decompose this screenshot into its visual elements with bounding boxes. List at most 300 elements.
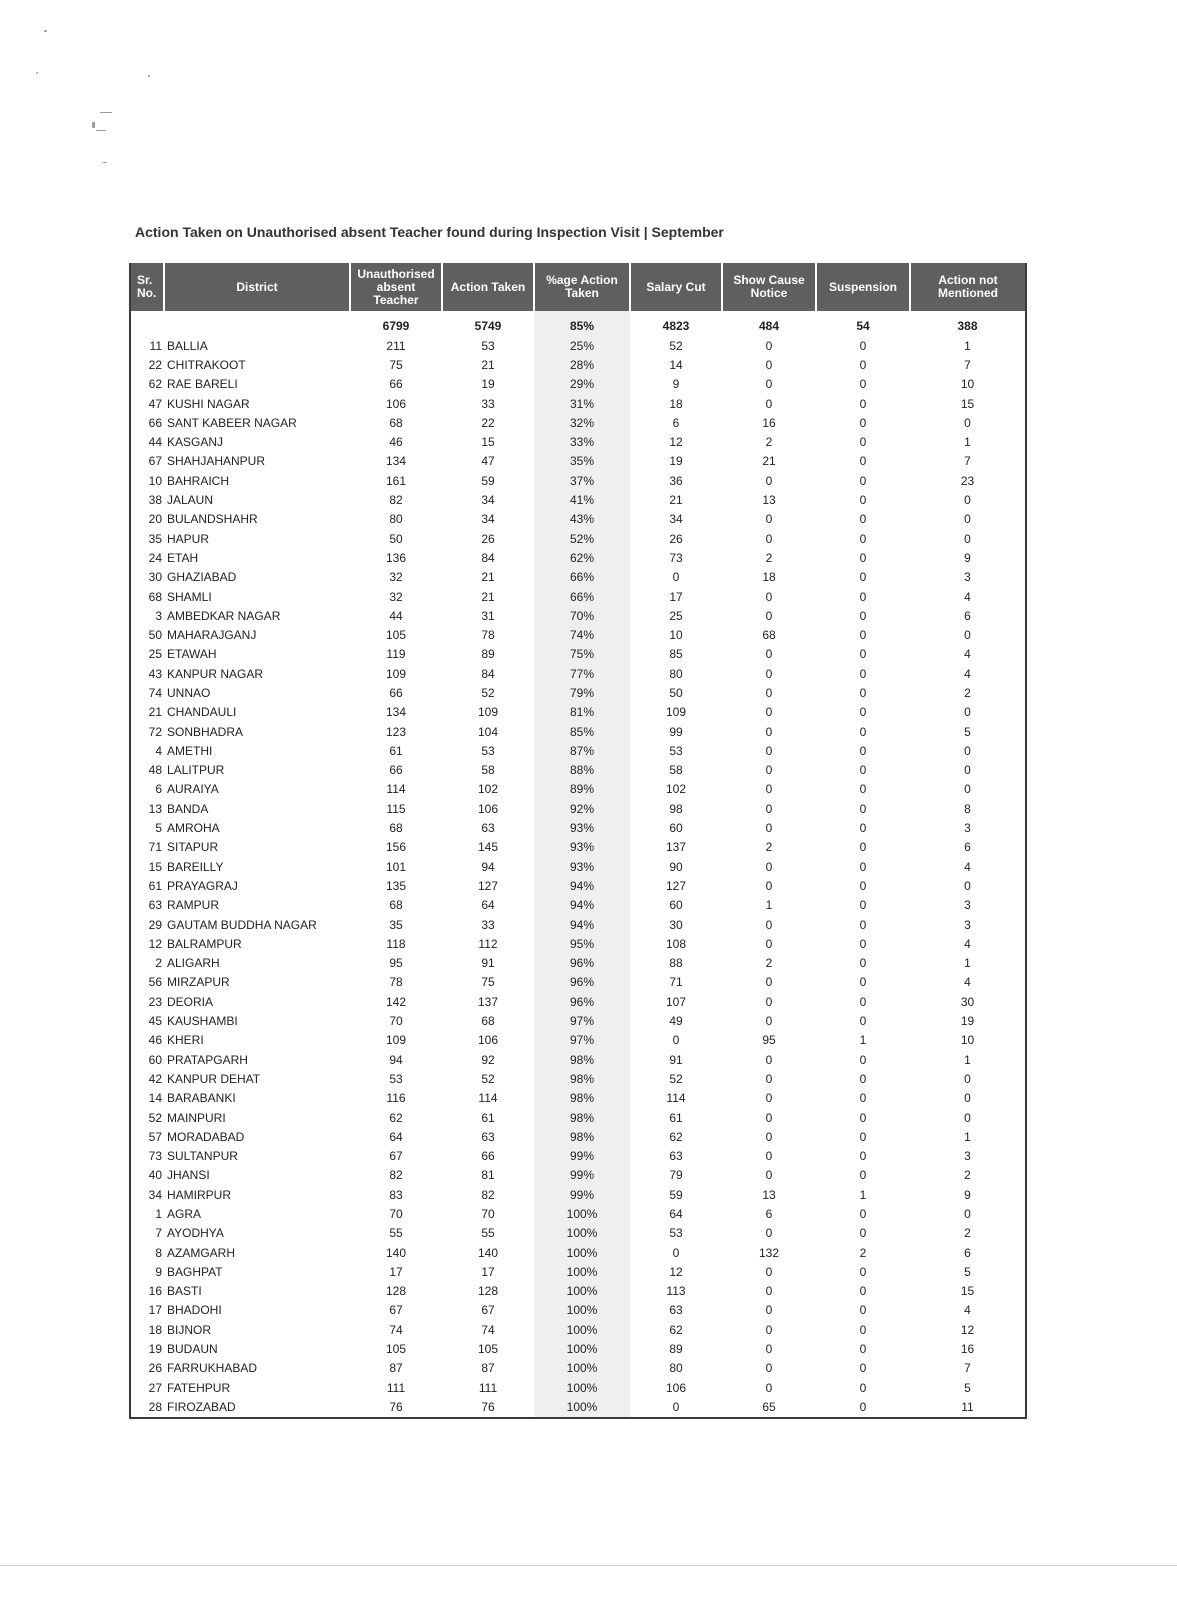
- cell-action-taken: 112: [478, 936, 498, 951]
- cell-district: SONBHADRA: [167, 724, 244, 739]
- total-unauthorised: 6799: [382, 318, 410, 333]
- cell-suspension: 0: [859, 1207, 867, 1221]
- cell-show-cause-notice: 95: [762, 1033, 776, 1048]
- cell-sr-no: 18: [148, 1322, 162, 1337]
- table-row: [130, 992, 1026, 1011]
- cell-unauthorised: 105: [385, 628, 407, 643]
- cell-sr-no: 16: [148, 1284, 162, 1299]
- cell-sr-no: 45: [148, 1014, 162, 1029]
- cell-district: KANPUR DEHAT: [167, 1071, 261, 1086]
- total-sr-cell: [130, 311, 164, 336]
- header-row: [130, 263, 1026, 311]
- cell-salary-cut: 127: [665, 878, 687, 893]
- cell-show-cause-notice: 0: [765, 975, 773, 990]
- cell-action-not-mentioned: 19: [960, 1014, 975, 1029]
- cell-sr-no: 62: [148, 377, 162, 392]
- cell-unauthorised: 70: [389, 1014, 403, 1029]
- cell-sr-no: 43: [148, 666, 162, 681]
- cell-action-taken: 84: [481, 666, 495, 681]
- total-show-cause-notice: 484: [758, 318, 780, 333]
- cell-percent-action: 99%: [534, 1146, 630, 1165]
- cell-show-cause-notice: 0: [765, 473, 773, 488]
- cell-suspension: 0: [859, 454, 867, 469]
- cell-unauthorised: 46: [389, 435, 403, 450]
- cell-salary-cut: 52: [669, 1071, 683, 1086]
- table-row: [130, 818, 1026, 837]
- total-action-taken: 5749: [474, 318, 502, 333]
- cell-sr-no: 1: [155, 1207, 162, 1221]
- absent-teacher-action-table: [129, 263, 1027, 1419]
- cell-unauthorised: 68: [389, 415, 403, 430]
- cell-unauthorised: 66: [389, 763, 403, 778]
- cell-action-taken: 74: [481, 1322, 495, 1337]
- cell-action-taken: 21: [481, 570, 495, 585]
- cell-action-taken: 53: [481, 338, 495, 353]
- cell-action-not-mentioned: 4: [964, 666, 971, 681]
- cell-unauthorised: 67: [389, 1149, 403, 1164]
- cell-action-not-mentioned: 0: [964, 1207, 971, 1221]
- cell-district: RAMPUR: [167, 898, 220, 913]
- table-row: [130, 703, 1026, 722]
- cell-unauthorised: 83: [389, 1187, 403, 1202]
- cell-unauthorised: 119: [386, 647, 406, 662]
- cell-salary-cut: 34: [669, 512, 683, 527]
- cell-unauthorised: 94: [389, 1052, 403, 1067]
- cell-action-taken: 19: [481, 377, 495, 392]
- cell-show-cause-notice: 2: [765, 956, 773, 971]
- cell-sr-no: 61: [148, 878, 162, 893]
- cell-district: SITAPUR: [167, 840, 219, 855]
- cell-action-not-mentioned: 6: [964, 1245, 971, 1260]
- cell-action-taken: 70: [481, 1207, 495, 1221]
- cell-show-cause-notice: 0: [765, 763, 773, 778]
- report-title: Action Taken on Unauthorised absent Teacher found during Inspection Visit | September: [135, 224, 724, 240]
- cell-percent-action: 28%: [534, 355, 630, 374]
- cell-district: BAHRAICH: [167, 473, 230, 488]
- cell-suspension: 0: [859, 357, 867, 372]
- cell-sr-no: 71: [148, 840, 162, 855]
- cell-action-taken: 84: [481, 550, 495, 565]
- cell-action-not-mentioned: 4: [964, 859, 971, 874]
- cell-action-not-mentioned: 3: [964, 821, 971, 836]
- cell-salary-cut: 14: [669, 357, 683, 372]
- cell-sr-no: 21: [148, 705, 162, 720]
- cell-suspension: 0: [859, 1226, 867, 1241]
- cell-action-taken: 140: [477, 1245, 499, 1260]
- cell-action-taken: 22: [481, 415, 495, 430]
- cell-district: BHADOHI: [167, 1303, 222, 1318]
- cell-district: BALLIA: [167, 338, 208, 353]
- cell-action-not-mentioned: 0: [964, 1110, 971, 1125]
- cell-salary-cut: 10: [669, 628, 683, 643]
- cell-salary-cut: 99: [669, 724, 683, 739]
- cell-salary-cut: 36: [669, 473, 683, 488]
- cell-action-not-mentioned: 3: [964, 917, 971, 932]
- cell-unauthorised: 156: [385, 840, 407, 855]
- cell-percent-action: 52%: [534, 529, 630, 548]
- cell-sr-no: 63: [148, 898, 162, 913]
- cell-percent-action: 98%: [534, 1127, 630, 1146]
- table-row: [130, 1127, 1026, 1146]
- cell-sr-no: 30: [148, 570, 162, 585]
- cell-show-cause-notice: 0: [765, 1014, 773, 1029]
- cell-show-cause-notice: 0: [765, 608, 773, 623]
- cell-action-not-mentioned: 3: [964, 898, 971, 913]
- cell-sr-no: 56: [148, 975, 162, 990]
- cell-sr-no: 4: [155, 743, 162, 758]
- cell-action-not-mentioned: 0: [964, 512, 971, 527]
- cell-unauthorised: 55: [389, 1226, 403, 1241]
- table-row: [130, 1069, 1026, 1088]
- cell-district: AMBEDKAR NAGAR: [167, 608, 281, 623]
- cell-district: BIJNOR: [167, 1322, 212, 1337]
- cell-action-not-mentioned: 2: [964, 1226, 971, 1241]
- cell-percent-action: 37%: [534, 471, 630, 490]
- cell-suspension: 0: [859, 878, 867, 893]
- cell-sr-no: 5: [155, 821, 162, 836]
- cell-show-cause-notice: 0: [765, 1071, 773, 1086]
- cell-salary-cut: 58: [669, 763, 683, 778]
- cell-sr-no: 29: [148, 917, 162, 932]
- cell-salary-cut: 89: [669, 1342, 683, 1357]
- cell-show-cause-notice: 2: [765, 550, 773, 565]
- cell-suspension: 0: [859, 531, 867, 546]
- cell-suspension: 1: [859, 1187, 867, 1202]
- cell-district: ETAH: [167, 550, 199, 565]
- cell-action-taken: 67: [481, 1303, 495, 1318]
- cell-salary-cut: 26: [669, 531, 683, 546]
- cell-action-taken: 53: [481, 743, 495, 758]
- cell-suspension: 1: [859, 1033, 867, 1048]
- cell-percent-action: 96%: [534, 973, 630, 992]
- cell-district: PRATAPGARH: [167, 1052, 248, 1067]
- cell-district: HAMIRPUR: [167, 1187, 232, 1202]
- cell-unauthorised: 32: [389, 570, 403, 585]
- cell-percent-action: 94%: [534, 876, 630, 895]
- cell-district: ETAWAH: [167, 647, 217, 662]
- cell-unauthorised: 161: [385, 473, 407, 488]
- cell-action-not-mentioned: 4: [964, 647, 971, 662]
- header-suspension: Suspension: [816, 263, 910, 311]
- cell-sr-no: 22: [148, 357, 162, 372]
- cell-show-cause-notice: 2: [765, 435, 773, 450]
- cell-district: PRAYAGRAJ: [167, 878, 238, 893]
- cell-unauthorised: 66: [389, 685, 403, 700]
- cell-show-cause-notice: 21: [762, 454, 776, 469]
- cell-percent-action: 85%: [534, 722, 630, 741]
- table-row: [130, 934, 1026, 953]
- cell-show-cause-notice: 0: [765, 1264, 773, 1279]
- cell-percent-action: 100%: [534, 1301, 630, 1320]
- cell-sr-no: 6: [155, 782, 162, 797]
- cell-unauthorised: 142: [385, 994, 407, 1009]
- cell-salary-cut: 80: [669, 666, 683, 681]
- cell-show-cause-notice: 0: [765, 647, 773, 662]
- cell-show-cause-notice: 0: [765, 396, 773, 411]
- cell-unauthorised: 105: [385, 1342, 407, 1357]
- cell-salary-cut: 60: [669, 821, 683, 836]
- cell-unauthorised: 134: [385, 705, 407, 720]
- cell-sr-no: 46: [148, 1033, 162, 1048]
- total-salary-cut: 4823: [662, 318, 690, 333]
- cell-action-not-mentioned: 3: [964, 1149, 971, 1164]
- cell-percent-action: 93%: [534, 838, 630, 857]
- table-row: [130, 1320, 1026, 1339]
- cell-district: MORADABAD: [167, 1129, 245, 1144]
- cell-unauthorised: 32: [389, 589, 403, 604]
- cell-suspension: 0: [859, 1071, 867, 1086]
- cell-sr-no: 66: [148, 415, 162, 430]
- cell-sr-no: 34: [148, 1187, 162, 1202]
- cell-action-taken: 52: [481, 1071, 495, 1086]
- cell-suspension: 0: [859, 724, 867, 739]
- cell-show-cause-notice: 0: [765, 1052, 773, 1067]
- cell-unauthorised: 75: [389, 357, 403, 372]
- table-row: [130, 683, 1026, 702]
- total-suspension: 54: [856, 318, 870, 333]
- cell-percent-action: 81%: [534, 703, 630, 722]
- table-row: [130, 1359, 1026, 1378]
- cell-suspension: 0: [859, 898, 867, 913]
- cell-unauthorised: 106: [385, 396, 407, 411]
- cell-district: ALIGARH: [167, 956, 220, 971]
- cell-district: MAINPURI: [167, 1110, 226, 1125]
- table-row: [130, 722, 1026, 741]
- cell-unauthorised: 95: [389, 956, 403, 971]
- cell-suspension: 2: [859, 1245, 867, 1260]
- cell-percent-action: 94%: [534, 896, 630, 915]
- cell-show-cause-notice: 0: [765, 357, 773, 372]
- cell-show-cause-notice: 1: [765, 898, 773, 913]
- header-action-taken: Action Taken: [442, 263, 534, 311]
- header-unauthorised-absent-teacher: Unauthorised absent Teacher: [350, 263, 442, 311]
- cell-action-taken: 114: [478, 1091, 498, 1106]
- cell-unauthorised: 114: [386, 782, 406, 797]
- cell-sr-no: 11: [149, 338, 162, 353]
- cell-percent-action: 94%: [534, 915, 630, 934]
- cell-action-taken: 78: [481, 628, 495, 643]
- cell-unauthorised: 17: [389, 1264, 403, 1279]
- cell-sr-no: 68: [148, 589, 162, 604]
- cell-percent-action: 88%: [534, 761, 630, 780]
- cell-percent-action: 43%: [534, 510, 630, 529]
- table-row: [130, 1031, 1026, 1050]
- table-row: [130, 452, 1026, 471]
- cell-action-not-mentioned: 0: [964, 878, 971, 893]
- cell-action-taken: 94: [481, 859, 495, 874]
- table-row: [130, 1146, 1026, 1165]
- cell-district: FIROZABAD: [167, 1399, 236, 1414]
- cell-sr-no: 3: [155, 608, 162, 623]
- cell-district: FATEHPUR: [167, 1380, 231, 1395]
- cell-suspension: 0: [859, 512, 867, 527]
- cell-sr-no: 52: [148, 1110, 162, 1125]
- cell-suspension: 0: [859, 589, 867, 604]
- cell-unauthorised: 76: [389, 1399, 403, 1414]
- cell-sr-no: 74: [148, 685, 162, 700]
- cell-action-taken: 58: [481, 763, 495, 778]
- cell-show-cause-notice: 16: [762, 415, 776, 430]
- cell-show-cause-notice: 0: [765, 936, 773, 951]
- cell-suspension: 0: [859, 628, 867, 643]
- cell-show-cause-notice: 0: [765, 1322, 773, 1337]
- total-percent-action: 85%: [534, 311, 630, 336]
- cell-suspension: 0: [859, 801, 867, 816]
- cell-percent-action: 97%: [534, 1011, 630, 1030]
- cell-unauthorised: 61: [389, 743, 403, 758]
- table-row: [130, 336, 1026, 355]
- cell-salary-cut: 12: [669, 435, 683, 450]
- cell-show-cause-notice: 0: [765, 782, 773, 797]
- cell-sr-no: 72: [148, 724, 162, 739]
- cell-sr-no: 20: [148, 512, 162, 527]
- header-percent-action-taken: %age Action Taken: [534, 263, 630, 311]
- cell-salary-cut: 102: [665, 782, 687, 797]
- cell-action-not-mentioned: 0: [964, 628, 971, 643]
- cell-sr-no: 23: [148, 994, 162, 1009]
- cell-unauthorised: 64: [389, 1129, 403, 1144]
- cell-action-not-mentioned: 10: [960, 377, 975, 392]
- cell-action-not-mentioned: 15: [960, 1284, 975, 1299]
- cell-sr-no: 38: [148, 493, 162, 508]
- cell-percent-action: 87%: [534, 741, 630, 760]
- table-row: [130, 645, 1026, 664]
- cell-suspension: 0: [859, 705, 867, 720]
- cell-show-cause-notice: 0: [765, 338, 773, 353]
- cell-salary-cut: 17: [669, 589, 683, 604]
- table-row: [130, 1224, 1026, 1243]
- cell-action-taken: 55: [481, 1226, 495, 1241]
- cell-unauthorised: 70: [389, 1207, 403, 1221]
- cell-action-not-mentioned: 1: [964, 1052, 971, 1067]
- cell-salary-cut: 109: [665, 705, 687, 720]
- cell-action-taken: 52: [481, 685, 495, 700]
- cell-show-cause-notice: 65: [762, 1399, 776, 1414]
- cell-action-taken: 26: [481, 531, 495, 546]
- table-row: [130, 529, 1026, 548]
- cell-suspension: 0: [859, 396, 867, 411]
- cell-suspension: 0: [859, 1380, 867, 1395]
- cell-salary-cut: 0: [672, 570, 680, 585]
- cell-district: AZAMGARH: [167, 1245, 236, 1260]
- cell-district: KHERI: [167, 1033, 204, 1048]
- cell-salary-cut: 50: [669, 685, 683, 700]
- cell-sr-no: 73: [148, 1149, 162, 1164]
- cell-action-not-mentioned: 16: [960, 1342, 975, 1357]
- cell-percent-action: 99%: [534, 1185, 630, 1204]
- cell-district: SHAHJAHANPUR: [167, 454, 266, 469]
- cell-action-not-mentioned: 8: [964, 801, 971, 816]
- cell-suspension: 0: [859, 1322, 867, 1337]
- table-row: [130, 606, 1026, 625]
- cell-action-taken: 82: [481, 1187, 495, 1202]
- cell-show-cause-notice: 13: [762, 493, 776, 508]
- cell-suspension: 0: [859, 936, 867, 951]
- cell-salary-cut: 107: [665, 994, 687, 1009]
- table-row: [130, 471, 1026, 490]
- cell-show-cause-notice: 0: [765, 1380, 773, 1395]
- cell-sr-no: 24: [148, 550, 162, 565]
- cell-percent-action: 100%: [534, 1243, 630, 1262]
- cell-district: KAUSHAMBI: [167, 1014, 238, 1029]
- cell-percent-action: 100%: [534, 1378, 630, 1397]
- cell-percent-action: 100%: [534, 1282, 630, 1301]
- cell-unauthorised: 101: [385, 859, 407, 874]
- cell-show-cause-notice: 0: [765, 1091, 773, 1106]
- cell-action-taken: 127: [477, 878, 499, 893]
- cell-percent-action: 66%: [534, 568, 630, 587]
- table-row: [130, 876, 1026, 895]
- cell-action-taken: 89: [481, 647, 495, 662]
- cell-show-cause-notice: 0: [765, 1303, 773, 1318]
- cell-salary-cut: 88: [669, 956, 683, 971]
- cell-show-cause-notice: 0: [765, 1226, 773, 1241]
- cell-district: AGRA: [167, 1207, 202, 1221]
- cell-salary-cut: 114: [666, 1091, 686, 1106]
- cell-action-taken: 63: [481, 821, 495, 836]
- cell-action-not-mentioned: 6: [964, 608, 971, 623]
- cell-action-not-mentioned: 1: [964, 1129, 971, 1144]
- cell-action-taken: 92: [481, 1052, 495, 1067]
- cell-district: BAGHPAT: [167, 1264, 223, 1279]
- cell-unauthorised: 134: [385, 454, 407, 469]
- cell-district: FARRUKHABAD: [167, 1361, 258, 1376]
- table-row: [130, 1339, 1026, 1358]
- cell-action-taken: 59: [481, 473, 495, 488]
- cell-action-taken: 102: [477, 782, 499, 797]
- cell-salary-cut: 0: [672, 1399, 680, 1414]
- cell-salary-cut: 59: [669, 1187, 683, 1202]
- cell-action-not-mentioned: 4: [964, 589, 971, 604]
- cell-unauthorised: 68: [389, 898, 403, 913]
- cell-action-taken: 64: [481, 898, 495, 913]
- cell-percent-action: 96%: [534, 992, 630, 1011]
- table-row: [130, 1185, 1026, 1204]
- cell-action-not-mentioned: 1: [964, 338, 971, 353]
- cell-action-taken: 111: [478, 1380, 498, 1395]
- cell-suspension: 0: [859, 763, 867, 778]
- cell-district: MAHARAJGANJ: [167, 628, 257, 643]
- cell-unauthorised: 123: [385, 724, 407, 739]
- cell-action-not-mentioned: 7: [964, 357, 971, 372]
- cell-action-not-mentioned: 5: [964, 1264, 971, 1279]
- cell-action-taken: 33: [481, 917, 495, 932]
- cell-action-taken: 15: [481, 435, 495, 450]
- cell-suspension: 0: [859, 685, 867, 700]
- cell-suspension: 0: [859, 1264, 867, 1279]
- cell-show-cause-notice: 0: [765, 1149, 773, 1164]
- cell-sr-no: 67: [148, 454, 162, 469]
- cell-suspension: 0: [859, 975, 867, 990]
- cell-action-not-mentioned: 5: [964, 724, 971, 739]
- header-show-cause-notice: Show Cause Notice: [722, 263, 816, 311]
- cell-salary-cut: 6: [672, 415, 680, 430]
- cell-percent-action: 70%: [534, 606, 630, 625]
- cell-show-cause-notice: 0: [765, 589, 773, 604]
- cell-salary-cut: 9: [672, 377, 680, 392]
- cell-salary-cut: 18: [669, 396, 683, 411]
- cell-unauthorised: 78: [389, 975, 403, 990]
- cell-show-cause-notice: 0: [765, 1168, 773, 1183]
- cell-show-cause-notice: 0: [765, 1342, 773, 1357]
- cell-percent-action: 92%: [534, 799, 630, 818]
- cell-district: AYODHYA: [167, 1226, 224, 1241]
- cell-show-cause-notice: 2: [765, 840, 773, 855]
- cell-salary-cut: 30: [669, 917, 683, 932]
- cell-suspension: 0: [859, 666, 867, 681]
- cell-district: GAUTAM BUDDHA NAGAR: [167, 917, 317, 932]
- cell-action-taken: 17: [481, 1264, 495, 1279]
